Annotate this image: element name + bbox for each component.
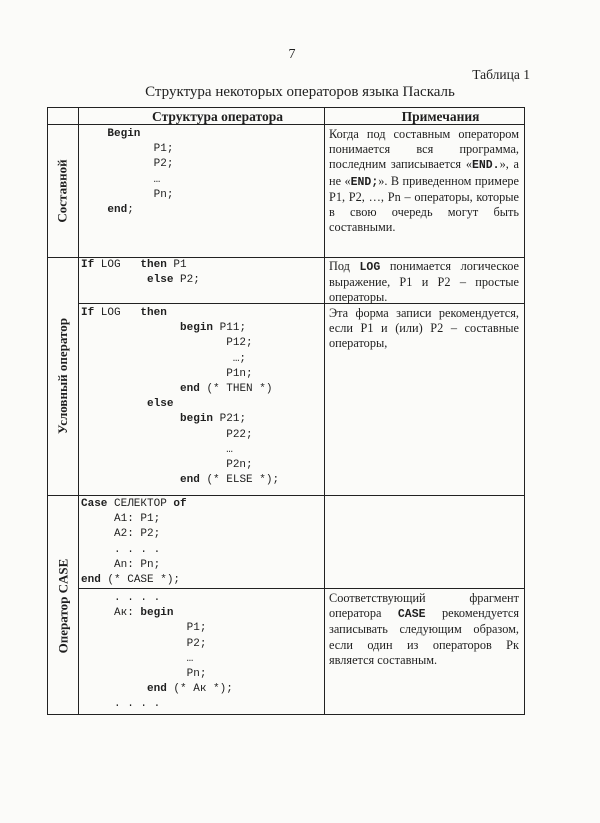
- code-line: end (* CASE *);: [81, 574, 181, 587]
- code-line: . . . .: [107, 543, 161, 556]
- code-line: . . . .: [107, 592, 161, 604]
- code-line: Aк: begin: [107, 607, 174, 620]
- code-line: else P2;: [147, 274, 200, 287]
- operators-table: [47, 107, 525, 715]
- code-line: begin P11;: [180, 322, 247, 335]
- code-line: Case СЕЛЕКТОР of: [81, 498, 187, 510]
- code-case-simple: [81, 497, 187, 588]
- table-header: [48, 108, 524, 125]
- code-line: P1;: [153, 143, 174, 156]
- code-line: A2: P2;: [107, 528, 161, 541]
- header-notes: Примечания: [401, 109, 480, 124]
- code-line: end (* THEN *): [180, 383, 273, 396]
- code-line: A1: P1;: [107, 513, 161, 526]
- row-divider: [48, 495, 524, 496]
- section-label-conditional: Условный оператор: [55, 318, 71, 434]
- code-line: P22;: [226, 428, 253, 441]
- code-line: P2;: [153, 158, 174, 171]
- code-line: Begin: [107, 128, 141, 140]
- code-line: If LOG then: [81, 307, 167, 319]
- code-line: P1n;: [226, 367, 253, 380]
- code-line: end (* ELSE *);: [180, 474, 280, 487]
- page-number: 7: [288, 47, 296, 62]
- column-divider: [78, 108, 79, 714]
- code-line: Pn;: [186, 668, 207, 681]
- code-line: end (* Aк *);: [147, 683, 233, 696]
- note-if-simple: Под LOG понимается логическое выражение, P1 и P2 – простые операторы.: [329, 259, 519, 305]
- code-if-compound: [81, 306, 279, 488]
- code-compound: [81, 127, 173, 218]
- table-label: Таблица 1: [472, 67, 530, 82]
- code-line: P12;: [226, 337, 253, 350]
- column-divider: [324, 108, 325, 714]
- code-line: …: [186, 652, 194, 665]
- code-line: . . . .: [107, 698, 161, 711]
- note-if-compound: Эта форма записи рекомендуется, если P1 и (или) P2 – составные операторы,: [329, 306, 519, 351]
- header-structure: Структура оператора: [152, 109, 283, 124]
- code-line: …;: [232, 352, 247, 365]
- code-line: P2n;: [226, 459, 253, 472]
- table-caption: Структура некоторых операторов языка Паскаль: [145, 84, 455, 100]
- section-label-case: Оператор CASE: [55, 558, 71, 653]
- section-label-compound: Составной: [55, 159, 70, 223]
- code-line: else: [147, 398, 174, 411]
- code-line: P2;: [186, 637, 207, 650]
- code-line: end;: [107, 204, 134, 217]
- code-line: An: Pn;: [107, 558, 161, 571]
- code-line: If LOG then P1: [81, 259, 187, 271]
- code-line: P1;: [186, 622, 207, 635]
- note-case-compound: Соответствующий фрагмент оператора CASE рекомендуется записывать следующим образом, если один из операторов Рк является составным.: [329, 591, 519, 667]
- note-compound: Когда под составным оператором понимается вся программа, последним записывается «END.», а не «END;». В приведенном примере P1, P2, …, Pn – операторы, которые в свою очередь могут быть составными.: [329, 127, 520, 235]
- code-line: begin P21;: [180, 413, 247, 426]
- code-if-simple: [81, 258, 200, 288]
- code-line: …: [153, 173, 161, 186]
- code-line: …: [226, 443, 233, 456]
- code-line: Pn;: [153, 188, 174, 201]
- code-case-compound: [81, 591, 233, 713]
